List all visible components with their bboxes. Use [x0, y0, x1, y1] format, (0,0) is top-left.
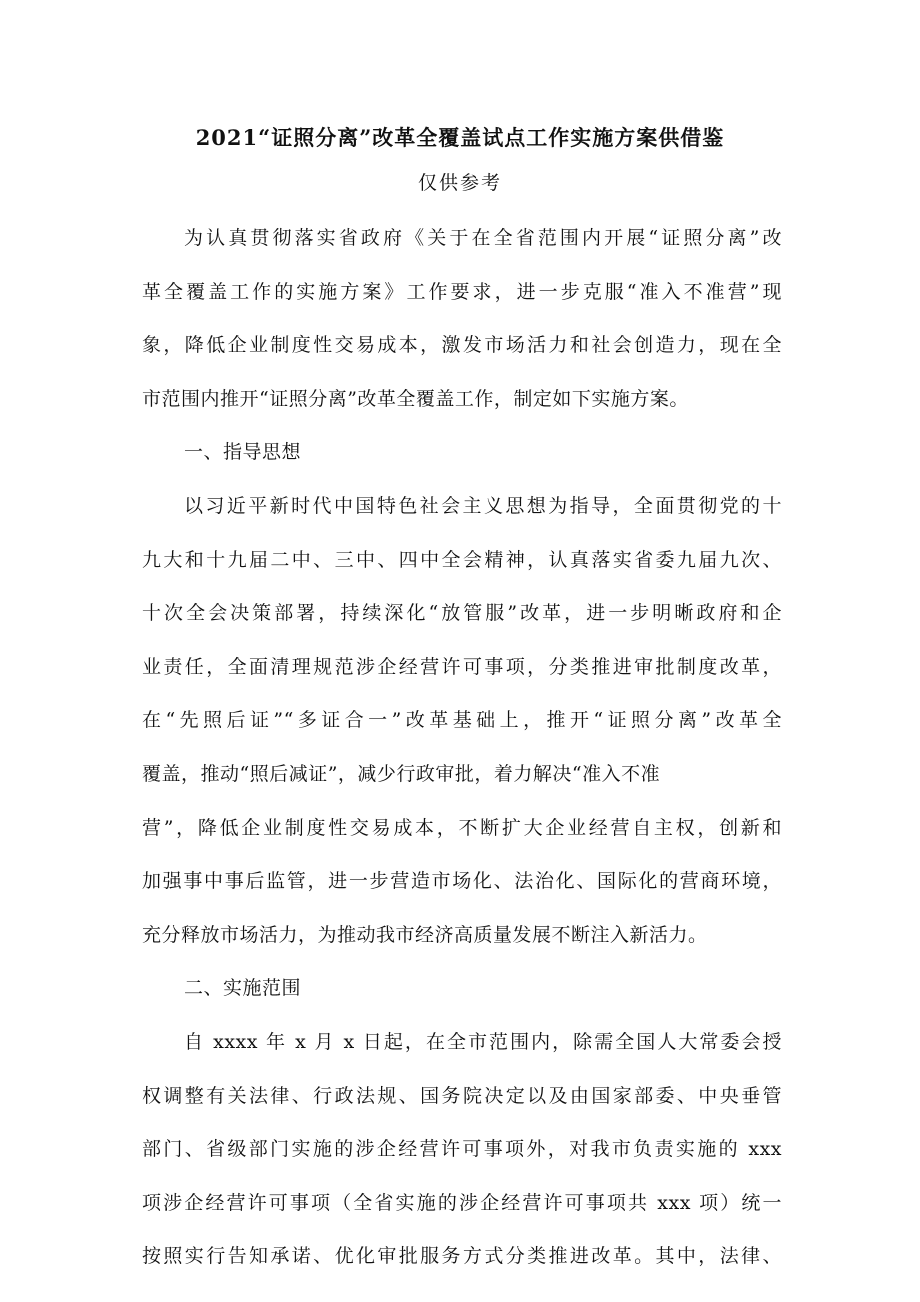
paragraph-line: 项涉企经营许可事项（全省实施的涉企经营许可事项共 xxx 项）统一	[142, 1191, 782, 1214]
paragraph-line: 革全覆盖工作的实施方案》工作要求，进一步克服“准入不准营”现	[142, 280, 782, 303]
paragraph-line: 充分释放市场活力，为推动我市经济高质量发展不断注入新活力。	[142, 923, 708, 946]
paragraph-line: 加强事中事后监管，进一步营造市场化、法治化、国际化的营商环境，	[142, 870, 782, 893]
paragraph-line: 九大和十九届二中、三中、四中全会精神，认真落实省委九届九次、	[142, 548, 782, 571]
paragraph-line: 自 xxxx 年 x 月 x 日起，在全市范围内，除需全国人大常委会授	[184, 1030, 782, 1053]
paragraph-line: 市范围内推开“证照分离”改革全覆盖工作，制定如下实施方案。	[142, 387, 689, 410]
paragraph-line: 营”，降低企业制度性交易成本，不断扩大企业经营自主权，创新和	[142, 816, 782, 839]
paragraph-line: 十次全会决策部署，持续深化“放管服”改革，进一步明晰政府和企	[142, 602, 782, 625]
document-title: 2021“证照分离”改革全覆盖试点工作实施方案供借鉴	[195, 125, 725, 150]
paragraph-line: 为认真贯彻落实省政府《关于在全省范围内开展“证照分离”改	[184, 227, 782, 249]
paragraph-line: 业责任，全面清理规范涉企经营许可事项，分类推进审批制度改革，	[142, 655, 782, 678]
paragraph-line: 覆盖，推动“照后减证”，减少行政审批，着力解决“准入不准	[142, 762, 661, 785]
section-heading: 二、实施范围	[184, 977, 302, 1000]
document-subtitle: 仅供参考	[417, 172, 502, 194]
paragraph-line: 部门、省级部门实施的涉企经营许可事项外，对我市负责实施的 xxx	[142, 1138, 782, 1161]
paragraph-line: 在“先照后证”“多证合一”改革基础上，推开“证照分离”改革全	[142, 709, 782, 732]
paragraph-line: 按照实行告知承诺、优化审批服务方式分类推进改革。其中，法律、	[142, 1245, 782, 1268]
paragraph-line: 以习近平新时代中国特色社会主义思想为指导，全面贯彻党的十	[184, 494, 782, 517]
document-body	[142, 212, 782, 1284]
paragraph-line: 象，降低企业制度性交易成本，激发市场活力和社会创造力，现在全	[142, 334, 782, 357]
paragraph-line: 权调整有关法律、行政法规、国务院决定以及由国家部委、中央垂管	[142, 1084, 782, 1107]
section-heading: 一、指导思想	[184, 441, 302, 464]
